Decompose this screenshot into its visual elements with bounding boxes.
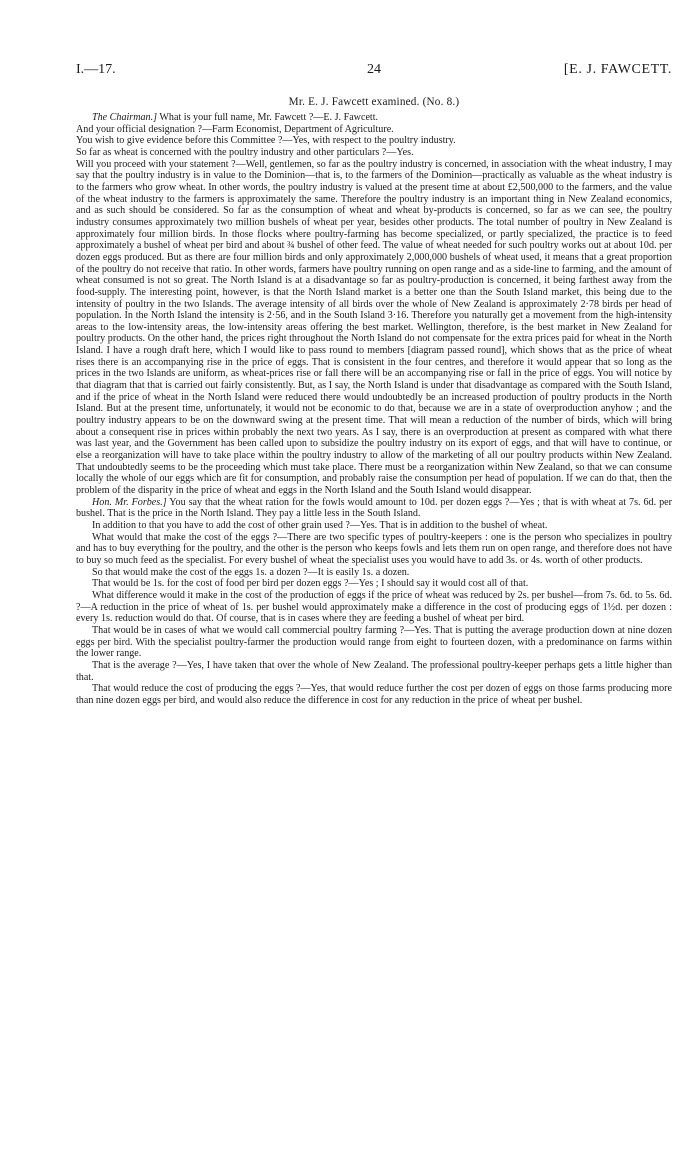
- paragraph: That is the average ?—Yes, I have taken that over the whole of New Zealand. The professional poultry-keeper perhaps gets a little higher than that.: [76, 659, 672, 683]
- running-head: [76, 62, 672, 80]
- paragraph: You wish to give evidence before this Committee ?—Yes, with respect to the poultry industry.: [76, 135, 456, 147]
- paragraph: [76, 497, 672, 520]
- speaker-label: Hon. Mr. Forbes.]: [92, 496, 167, 508]
- paragraph: So that would make the cost of the eggs 1s. a dozen ?—It is easily 1s. a dozen.: [92, 566, 410, 578]
- paragraph: That would be 1s. for the cost of food per bird per dozen eggs ?—Yes ; I should say it would cost all of that.: [92, 578, 529, 590]
- paragraph-text: What is your full name, Mr. Fawcett ?—E. J. Fawcett.: [157, 112, 379, 123]
- paragraph-text: You say that the wheat ration for the fowls would amount to 10d. per dozen eggs ?—Yes ; that is with wheat at 7s. 6d. per bushel. That is the price in the North Island. They pay a little less in the South Island.: [76, 496, 672, 520]
- paragraph: [76, 112, 672, 124]
- witness-name: [E. J. FAWCETT.: [563, 62, 672, 77]
- paragraph: What would that make the cost of the eggs ?—There are two specific types of poultry-keepers : one is the person who specializes in poultry and has to buy everything for the poultry, and the other is the person who keeps fowls and lets them run on open range, and therefore does not have to buy so much feed as the specialist. For every bushel of wheat the specialist uses you would have to add 3s. or 4s. worth of other products.: [76, 531, 672, 566]
- paragraph: That would reduce the cost of producing the eggs ?—Yes, that would reduce further the cost per dozen of eggs on those farms producing more than nine dozen eggs per bird, and would also reduce the difference in cost for any reduction in the price of wheat per bushel.: [76, 683, 672, 706]
- paragraph: Will you proceed with your statement ?—Well, gentlemen, so far as the poultry industry is concerned, in association with the wheat industry, I may say that the poultry industry is in value to the Dominion—that is, to the farmers of the Dominion—practically as valuable as the wheat industry is to the farmers who grow wheat. In other words, the poultry industry is valued at the present time at about £2,500,000 to the farmers, and the value of the wheat industry to the farmers is approximately the same. Therefore the poultry industry is an important thing in New Zealand economics, and as such should be considered. So far as the consumption of wheat and wheat by-products is concerned, so far as we can see, the poultry industry consumes approximately two million bushels of wheat per year, besides other products. The total number of poultry in New Zealand is approximately four million birds. In those flocks where poultry-farming has become specialized, or partly specialized, the practice is to feed approximately a bushel of wheat per bird and about ¾ bushel of other feed. The value of wheat needed for such poultry works out at about 10d. per dozen eggs produced. But as there are four million birds and only approximately 2,000,000 bushels of wheat used, it means that a great proportion of the poultry do not receive that ratio. In other words, farmers have poultry running on open range and as a side-line to farming, and the amount of wheat consumed is not so great. The North Island is at a disadvantage so far as poultry-production is concerned, it being farthest away from the food-supply. The interesting point, however, is that the North Island market is a better one than the South Island market, this being due to the intensity of poultry in the two Islands. The average intensity of all birds over the whole of New Zealand is approximately 2·78 birds per head of population. In the North Island the intensity is 2·56, and in the South Island 3·16. Therefore you naturally get a movement from the high-intensity areas to the low-intensity areas, the low-intensity areas offering the best market. Wellington, therefore, is the best market in New Zealand for poultry products. On the other hand, the prices right throughout the North Island do not compensate for the extra prices paid for wheat in the North Island. I have a rough draft here, which I would like to pass round to members [diagram passed round], which shows that as the price of wheat rises there is an accompanying rise in the price of eggs. That is consistent in the four centres, and therefore it would appear that so long as the prices in the two Islands are uniform, as wheat-prices rise or fall there will be an accompanying rise or fall in the price of eggs. You will notice by that diagram that that is carried out fairly consistently. But, as I say, the North Island is under that disadvantage as compared with the South Island, and if the price of wheat in the North Island were reduced there would undoubtedly be an increased production of poultry products in the North Island. But at the present time, unfortunately, it would not be economic to do that, because we are in a state of overproduction anyhow ; and the poultry industry appears to be on the downward swing at the present time. That will mean a reduction of the number of birds, which will bring about a consequent rise in prices within probably the next two years. As I say, there is an overproduction at present as compared with what there was last year, and the Government has been called upon to subsidize the poultry industry on its export of eggs, and that will have to continue, or else a reorganization will have to take place within the poultry industry to allow of the marketing of all our poultry products within New Zealand. That undoubtedly seems to be the proceeding which must take place. There must be a reorganization within New Zealand, so that we can consume locally the whole of our eggs which are fit for consumption, and probably raise the consumption per head of population. If we can do that, then the problem of the disparity in the price of wheat and eggs in the North Island and the South Island would disappear.: [76, 158, 672, 496]
- section-heading: Mr. E. J. Fawcett examined. (No. 8.): [288, 96, 460, 108]
- report-reference: I.—17.: [76, 62, 116, 77]
- paragraph: So far as wheat is concerned with the poultry industry and other particulars ?—Yes.: [76, 146, 414, 158]
- speaker-label: The Chairman.]: [92, 112, 158, 123]
- paragraph: And your official designation ?—Farm Economist, Department of Agriculture.: [76, 123, 394, 135]
- paragraph: In addition to that you have to add the cost of other grain used ?—Yes. That is in addition to the bushel of wheat.: [92, 519, 548, 531]
- page-number: 24: [367, 62, 381, 77]
- paragraph: That would be in cases of what we would call commercial poultry farming ?—Yes. That is putting the average production down at nine dozen eggs per bird. With the specialist poultry-farmer the production would range from eight to fourteen dozen, with a predominance on farms within the lower range.: [76, 624, 672, 660]
- testimony-body: [76, 112, 672, 706]
- paragraph: What difference would it make in the cost of the production of eggs if the price of wheat was reduced by 2s. per bushel—from 7s. 6d. to 5s. 6d. ?—A reduction in the price of wheat of 1s. per bushel would approximately make a difference in the cost of producing eggs of 1½d. per dozen : every 1s. reduction would do that. Of course, that is in cases where they are feeding a bushel of wheat per bird.: [76, 589, 672, 625]
